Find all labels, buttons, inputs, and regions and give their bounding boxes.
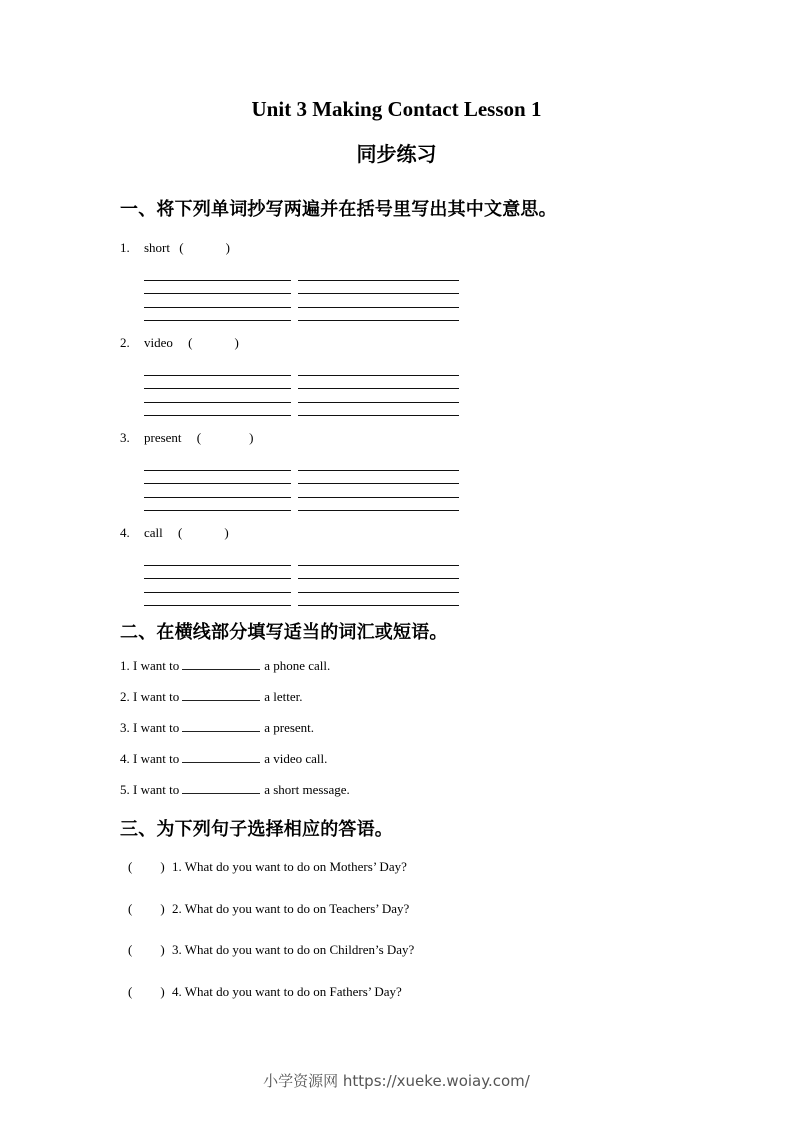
fill-suffix: a letter.: [264, 689, 303, 704]
word-item-4: [120, 525, 229, 541]
fill-item-2: [120, 688, 302, 705]
writing-line: [144, 388, 291, 389]
section-1-heading: 一、将下列单词抄写两遍并在括号里写出其中文意思。: [120, 199, 557, 220]
writing-line: [298, 565, 459, 566]
answer-paren-close: ): [160, 942, 165, 957]
paren-close: ): [224, 525, 229, 540]
fill-suffix: a short message.: [264, 782, 350, 797]
copy-lines-4[interactable]: [144, 565, 460, 609]
question-text: 1. What do you want to do on Mothers’ Day?: [171, 859, 407, 874]
word-item-number: 4.: [120, 525, 130, 540]
writing-line: [298, 578, 459, 579]
word-item-number: 1.: [120, 240, 130, 255]
paren-open: (: [179, 240, 184, 255]
writing-line: [144, 497, 291, 498]
writing-line: [298, 293, 459, 294]
writing-line: [298, 402, 459, 403]
word-item-3: [120, 430, 253, 446]
paren-close: ): [225, 240, 230, 255]
paren-open: (: [196, 430, 202, 445]
section-3-heading: 三、为下列句子选择相应的答语。: [120, 819, 393, 840]
page-title: Unit 3 Making Contact Lesson 1: [251, 97, 542, 121]
copy-lines-3[interactable]: [144, 470, 460, 514]
writing-line: [144, 470, 291, 471]
answer-paren-open: (: [128, 984, 133, 999]
paren-open: (: [188, 335, 193, 350]
section-2-heading: 二、在横线部分填写适当的词汇或短语。: [120, 622, 448, 643]
writing-line: [144, 375, 291, 376]
writing-line: [144, 578, 291, 579]
fill-blank[interactable]: [182, 657, 260, 670]
fill-item-1: [120, 657, 330, 674]
choice-item-2: [128, 901, 409, 917]
writing-line: [144, 293, 291, 294]
copy-lines-2[interactable]: [144, 375, 460, 419]
answer-paren-open: (: [128, 901, 133, 916]
paren-close: ): [249, 430, 254, 445]
writing-line: [144, 280, 291, 281]
word-item-word: call: [144, 525, 163, 540]
question-text: 3. What do you want to do on Children’s Day?: [171, 942, 415, 957]
writing-line: [298, 307, 459, 308]
writing-line: [144, 307, 291, 308]
writing-line: [144, 605, 291, 606]
word-item-word: present: [144, 430, 182, 445]
fill-prefix: 2. I want to: [120, 689, 180, 704]
writing-line: [298, 510, 459, 511]
writing-line: [144, 320, 291, 321]
word-item-1: [120, 240, 230, 256]
writing-line: [298, 470, 459, 471]
word-item-number: 3.: [120, 430, 130, 445]
writing-line: [144, 415, 291, 416]
fill-prefix: 3. I want to: [120, 720, 180, 735]
fill-item-5: [120, 781, 350, 798]
writing-line: [298, 280, 459, 281]
answer-paren-open: (: [128, 859, 133, 874]
writing-line: [298, 320, 459, 321]
writing-line: [298, 483, 459, 484]
writing-line: [144, 592, 291, 593]
choice-item-3: [128, 942, 414, 958]
choice-item-4: [128, 984, 402, 1000]
answer-paren-close: ): [160, 901, 165, 916]
copy-lines-1[interactable]: [144, 280, 460, 324]
fill-blank[interactable]: [182, 719, 260, 732]
answer-paren-close: ): [160, 859, 165, 874]
answer-paren-close: ): [160, 984, 165, 999]
fill-prefix: 1. I want to: [120, 658, 180, 673]
fill-blank[interactable]: [182, 688, 260, 701]
word-item-2: [120, 335, 239, 351]
word-item-word: short: [144, 240, 170, 255]
writing-line: [144, 510, 291, 511]
fill-blank[interactable]: [182, 781, 260, 794]
writing-line: [298, 592, 459, 593]
writing-line: [298, 497, 459, 498]
choice-item-1: [128, 859, 407, 875]
page-subtitle: 同步练习: [356, 142, 437, 166]
question-text: 4. What do you want to do on Fathers’ Day?: [171, 984, 402, 999]
fill-suffix: a phone call.: [264, 658, 331, 673]
question-text: 2. What do you want to do on Teachers’ Day?: [171, 901, 410, 916]
writing-line: [298, 605, 459, 606]
paren-close: ): [234, 335, 239, 350]
paren-open: (: [178, 525, 183, 540]
word-item-number: 2.: [120, 335, 130, 350]
word-item-word: video: [144, 335, 173, 350]
footer-watermark: 小学资源网 https://xueke.woiay.com/: [263, 1072, 530, 1090]
fill-item-4: [120, 750, 327, 767]
answer-paren-open: (: [128, 942, 133, 957]
fill-prefix: 4. I want to: [120, 751, 180, 766]
fill-item-3: [120, 719, 314, 736]
fill-prefix: 5. I want to: [120, 782, 180, 797]
writing-line: [144, 565, 291, 566]
writing-line: [298, 415, 459, 416]
fill-suffix: a present.: [264, 720, 315, 735]
writing-line: [298, 375, 459, 376]
writing-line: [144, 483, 291, 484]
fill-suffix: a video call.: [264, 751, 328, 766]
writing-line: [144, 402, 291, 403]
fill-blank[interactable]: [182, 750, 260, 763]
writing-line: [298, 388, 459, 389]
